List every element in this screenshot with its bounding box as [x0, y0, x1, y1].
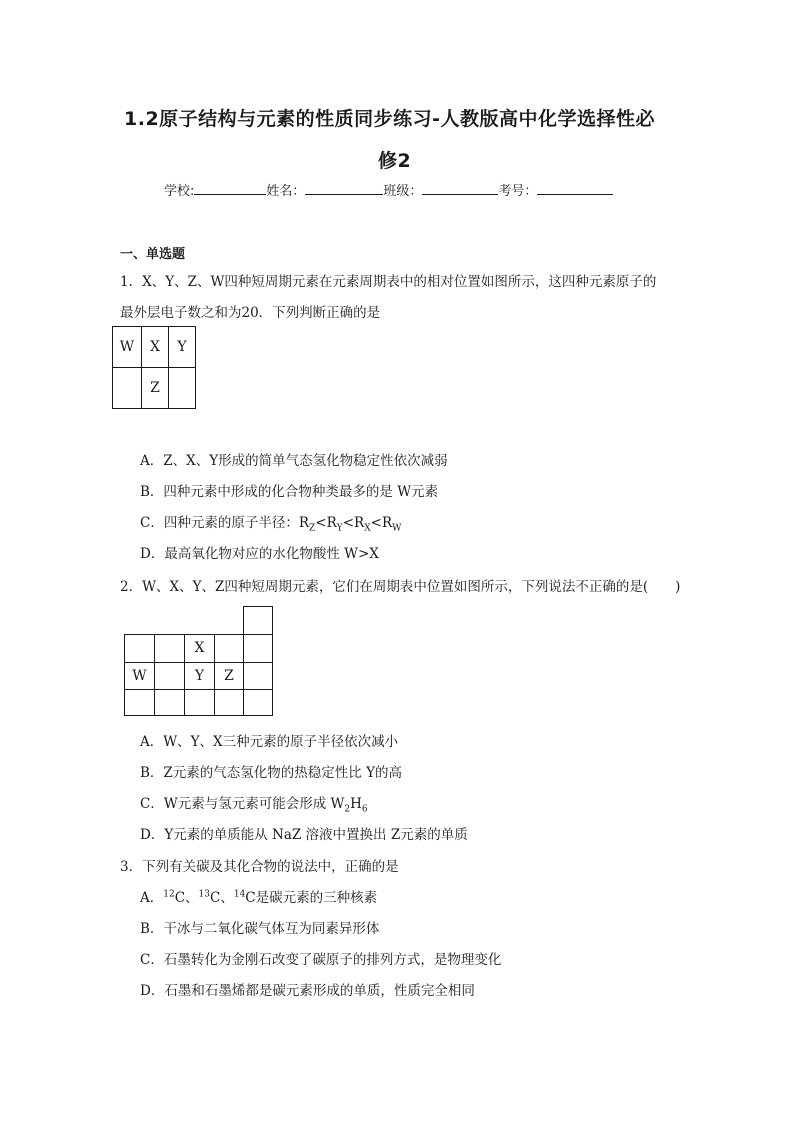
formula-h: H [350, 796, 362, 812]
q2-cell [243, 606, 273, 635]
exam-no-label: 考号： [498, 184, 538, 199]
q2-cell-z: Z [214, 662, 244, 690]
name-label: 姓名： [266, 184, 306, 199]
doc-title-line1: 1.2原子结构与元素的性质同步练习-人教版高中化学选择性必 [124, 108, 656, 130]
q1-periodic-grid [112, 326, 196, 409]
formula-sub: 2 [344, 804, 351, 815]
q1-cell-w: W [113, 327, 142, 368]
q2-cell-x: X [184, 634, 215, 663]
formula-sub: 6 [361, 804, 368, 815]
q1-option-a[interactable]: A．Z、X、Y形成的简单气态氢化物稳定性依次减弱 [140, 453, 448, 469]
student-info-row [164, 180, 613, 199]
formula-sub-w: W [392, 523, 402, 534]
q2-cell [154, 662, 185, 690]
doc-title-line2: 修2 [378, 150, 412, 172]
school-blank[interactable] [194, 182, 266, 195]
q2-cell [154, 689, 185, 716]
formula-sub-z: Z [309, 523, 316, 534]
q1-stem-line2: 最外层电子数之和为20．下列判断正确的是 [120, 305, 381, 321]
isotope-c: C、 [210, 890, 234, 906]
formula-r: R [326, 515, 337, 531]
q1-cell-x: X [142, 327, 169, 368]
q1-stem-line1: 1．X、Y、Z、W四种短周期元素在元素周期表中的相对位置如图所示，这四种元素原子的 [120, 274, 657, 290]
isotope-14-sup: 14 [233, 889, 246, 900]
formula-r: R [381, 515, 393, 531]
isotope-c-text: C是碳元素的三种核素 [245, 890, 378, 906]
q2-cell [243, 689, 273, 716]
school-label: 学校: [164, 184, 195, 199]
q1-option-c[interactable] [140, 511, 401, 534]
q2-cell [154, 634, 185, 663]
isotope-13-sup: 13 [198, 889, 210, 900]
formula-lt: < [315, 515, 327, 531]
q2-cell [124, 689, 155, 716]
q2-cell [214, 689, 244, 716]
q2-cell [124, 634, 155, 663]
q2-cell [184, 689, 215, 716]
formula-lt: < [342, 515, 355, 531]
q3-option-c[interactable]: C．石墨转化为金刚石改变了碳原子的排列方式，是物理变化 [140, 952, 502, 968]
q3-stem: 3．下列有关碳及其化合物的说法中，正确的是 [120, 859, 399, 875]
q2-option-d[interactable]: D．Y元素的单质能从 NaZ 溶液中置换出 Z元素的单质 [140, 827, 468, 843]
q1-cell-z: Z [142, 368, 169, 409]
q1-option-d[interactable]: D．最高氧化物对应的水化物酸性 W>X [140, 546, 379, 562]
isotope-c: C、 [174, 890, 199, 906]
q2-option-b[interactable]: B．Z元素的气态氢化物的热稳定性比 Y的高 [140, 765, 403, 781]
q3-option-b[interactable]: B．干冰与二氧化碳气体互为同素异形体 [140, 921, 380, 937]
q3-option-a-prefix: A． [140, 890, 164, 906]
q1-option-b[interactable]: B．四种元素中形成的化合物种类最多的是 W元素 [140, 484, 439, 500]
q1-cell-empty-2 [169, 368, 196, 409]
q2-stem: 2．W、X、Y、Z四种短周期元素，它们在周期表中位置如图所示，下列说法不正确的是( ) [120, 579, 681, 595]
q2-option-c[interactable] [140, 792, 368, 815]
q2-cell-w: W [124, 662, 155, 690]
q2-option-c-prefix: C．W元素与氢元素可能会形成 W [140, 796, 345, 812]
exam-no-blank[interactable] [537, 182, 613, 195]
formula-r: R [298, 515, 310, 531]
name-blank[interactable] [305, 182, 383, 195]
formula-sub-x: X [364, 523, 371, 534]
q1-cell-y: Y [169, 327, 196, 368]
class-blank[interactable] [422, 182, 498, 195]
formula-lt: < [370, 515, 382, 531]
formula-sub-y: Y [336, 523, 343, 534]
q3-option-d[interactable]: D．石墨和石墨烯都是碳元素形成的单质，性质完全相同 [140, 983, 475, 999]
q2-cell [214, 634, 244, 663]
section-heading: 一、单选题 [120, 247, 186, 262]
q2-option-a[interactable]: A．W、Y、X三种元素的原子半径依次减小 [140, 734, 399, 750]
isotope-12-sup: 12 [163, 889, 175, 900]
q3-option-a[interactable] [140, 886, 377, 906]
q2-cell [243, 634, 273, 663]
formula-r: R [354, 515, 365, 531]
q1-cell-empty-1 [113, 368, 142, 409]
class-label: 班级： [383, 184, 423, 199]
q2-cell [243, 662, 273, 690]
q2-cell-y: Y [184, 662, 215, 690]
q1-option-c-prefix: C．四种元素的原子半径： [140, 515, 299, 531]
